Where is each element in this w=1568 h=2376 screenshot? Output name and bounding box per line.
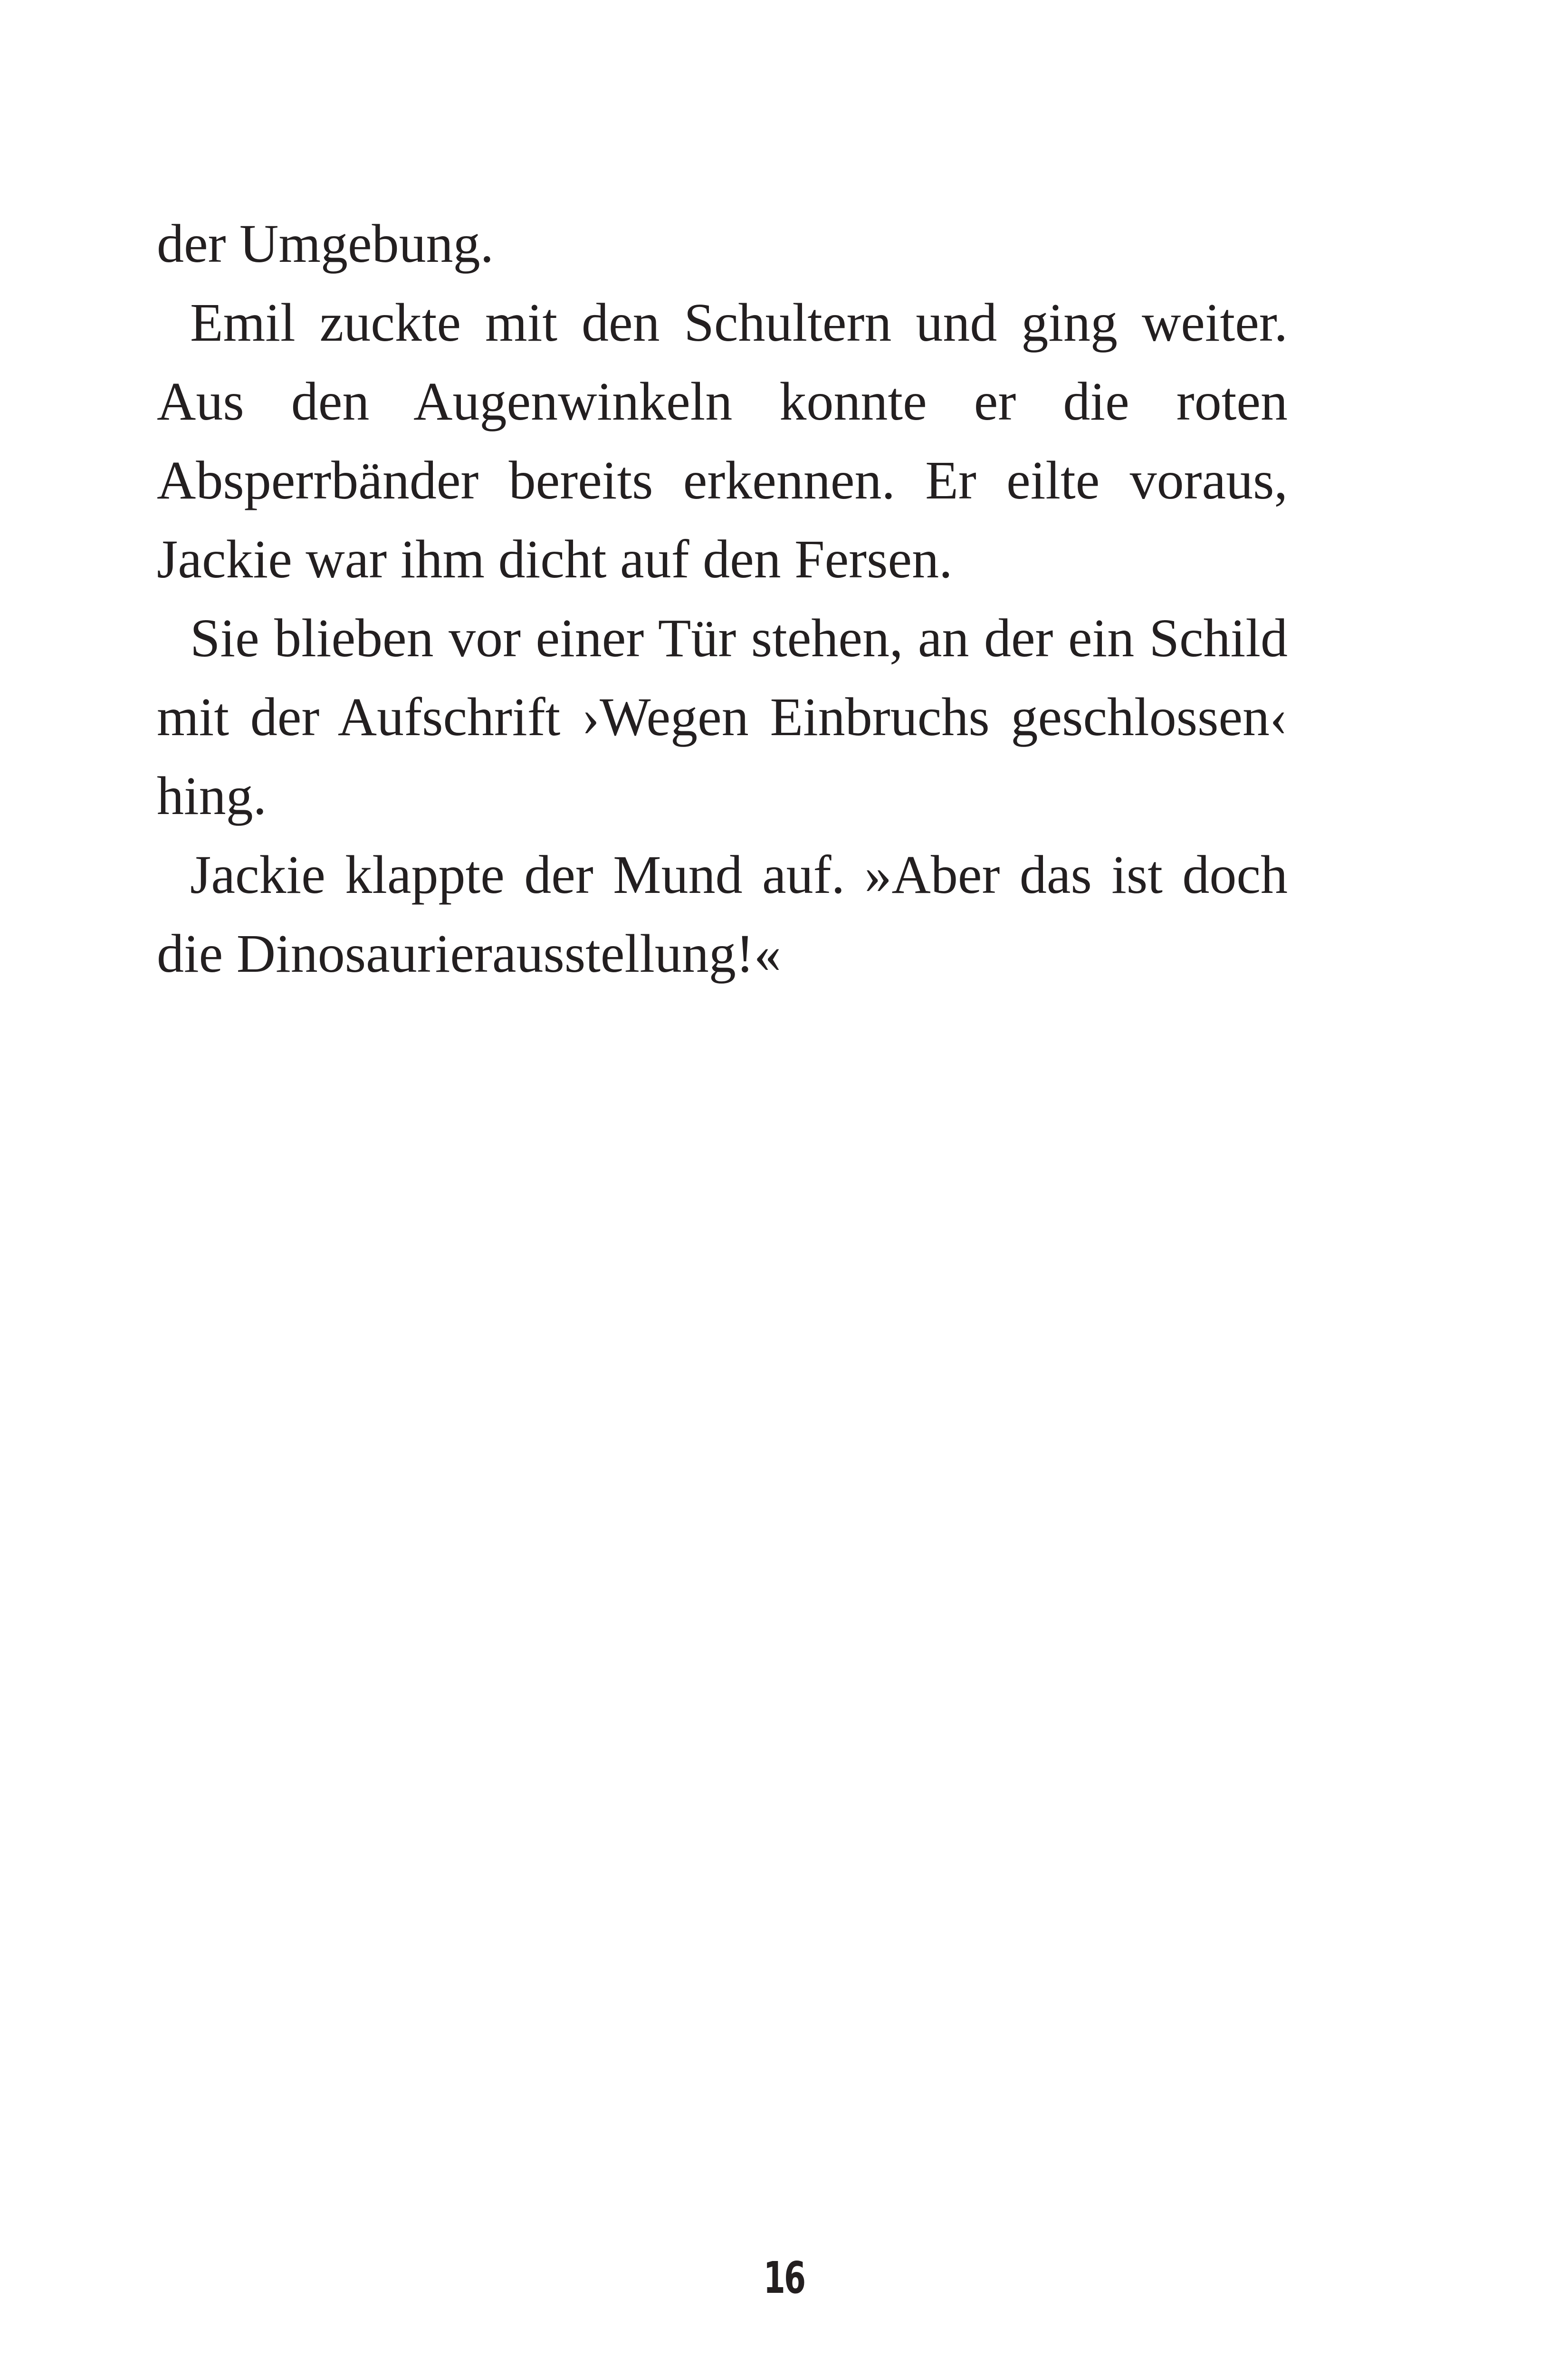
page-number: 16 (763, 2252, 805, 2303)
paragraph-2: Emil zuckte mit den Schultern und ging weiter. Aus den Augenwinkeln konnte er die roten Absperrbänder bereits erkennen. Er eilte voraus, Jackie war ihm dicht auf den Fersen. (157, 292, 1288, 589)
paragraph-3: Sie blieben vor einer Tür stehen, an der ein Schild mit der Aufschrift ›Wegen Einbruchs geschlossen‹ hing. (157, 608, 1288, 826)
body-text (157, 204, 1288, 993)
paragraph-4: Jackie klappte der Mund auf. »Aber das ist doch die Dinosaurierausstellung!« (157, 844, 1288, 984)
paragraph-1: der Umgebung. (157, 213, 494, 274)
